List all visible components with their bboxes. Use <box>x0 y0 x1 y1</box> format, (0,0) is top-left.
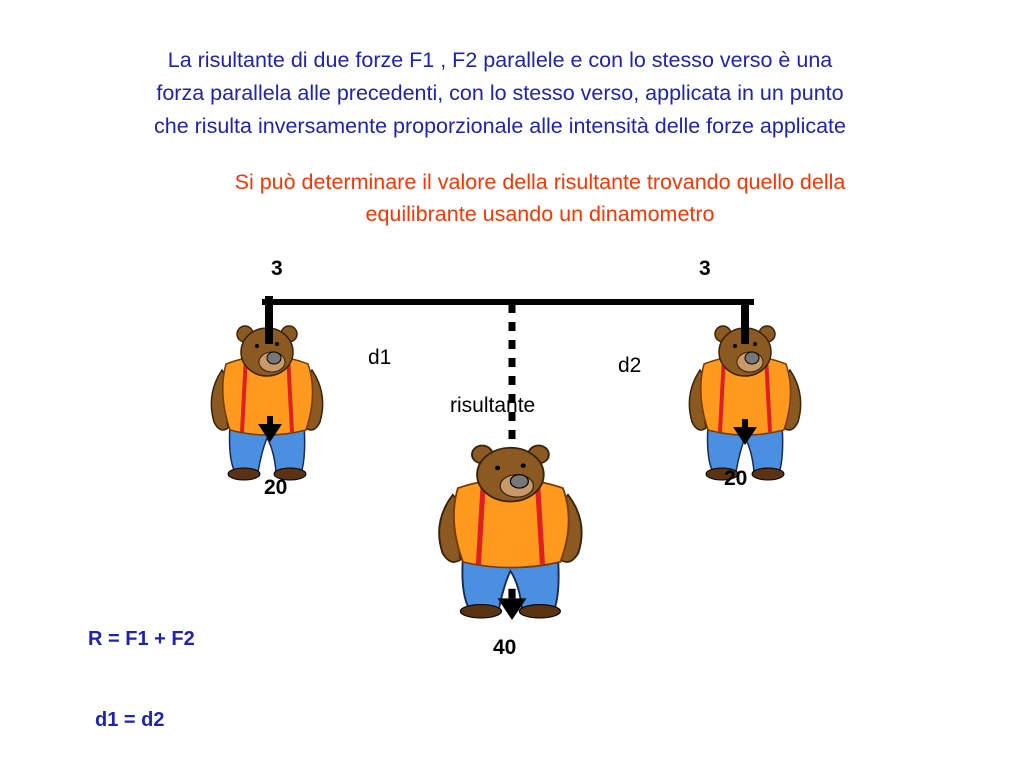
d2-label: d2 <box>618 354 642 377</box>
subtitle-line-2: equilibrante usando un dinamometro <box>365 202 715 226</box>
resultant-force-label: 40 <box>493 636 517 659</box>
title-line-1: La risultante di due forze F1 , F2 parallele e con lo stesso verso è una <box>167 48 833 72</box>
d1-label: d1 <box>368 346 392 369</box>
resultant-label: risultante <box>450 394 536 417</box>
title-line-2: forza parallela alle precedenti, con lo stesso verso, applicata in un punto <box>156 81 844 105</box>
title-line-3: che risulta inversamente proporzionale alle intensità delle forze applicate <box>154 114 846 138</box>
sum-formula: R = F1 + F2 <box>88 628 195 650</box>
left-force-label: 20 <box>264 476 288 499</box>
left-bear-figure <box>211 326 322 480</box>
subtitle-line-1: Si può determinare il valore della risultante trovando quello della <box>234 170 846 194</box>
distance-formula: d1 = d2 <box>95 709 165 731</box>
right-bear-figure <box>689 326 800 480</box>
right-force-label: 20 <box>724 467 748 490</box>
left-position-label: 3 <box>271 257 283 280</box>
right-position-label: 3 <box>699 257 711 280</box>
